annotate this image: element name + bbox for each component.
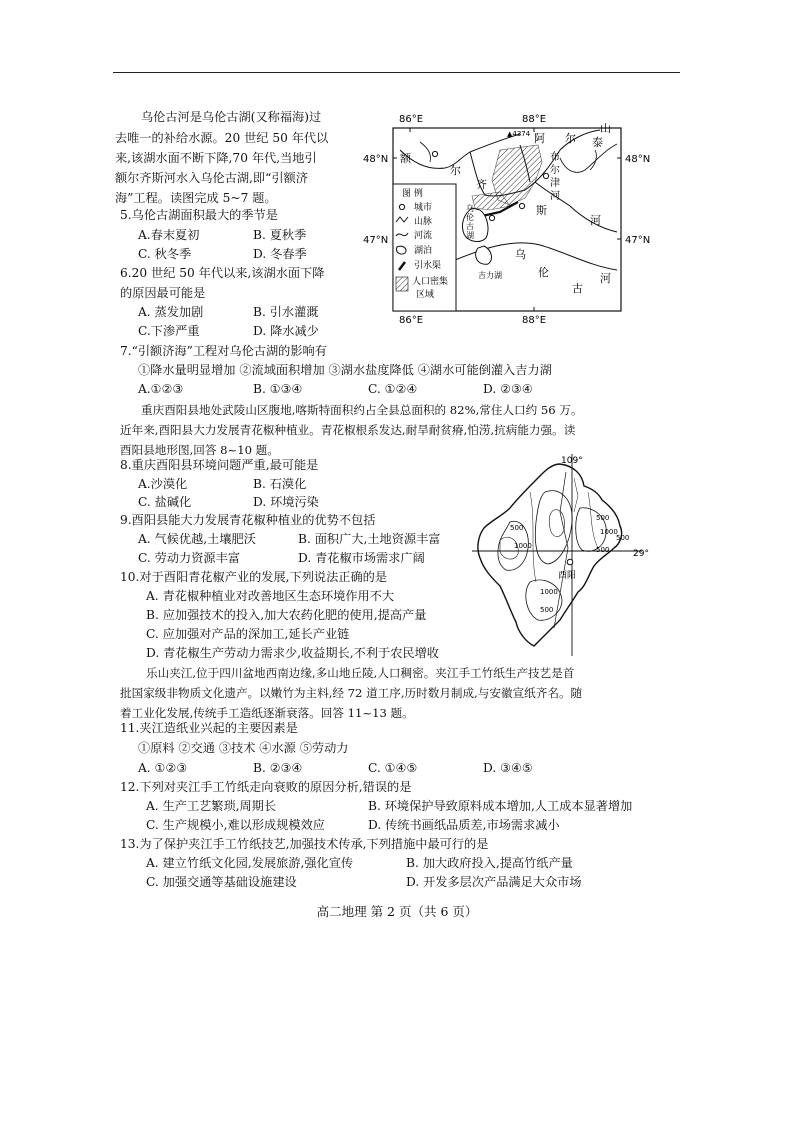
q9-option-d: D. 青花椒市场需求广阔 (298, 551, 425, 565)
lon-label-top-left: 86°E (399, 114, 424, 125)
q9-option-b: B. 面积广大,土地资源丰富 (298, 532, 441, 546)
passage2-line-1: 重庆酉阳县地处武陵山区腹地,喀斯特面积约占全县总面积的 82%,常住人口约 56 万。 (141, 403, 583, 417)
contour-label: 1000 (600, 528, 618, 536)
q8-stem: 8.重庆酉阳县环境问题严重,最可能是 (120, 458, 319, 472)
q8-option-b: B. 石漠化 (253, 477, 307, 491)
q13-option-c: C. 加强交通等基础设施建设 (146, 875, 297, 889)
map-label: 古 (466, 222, 474, 231)
legend-label: 区域 (416, 290, 435, 300)
city-marker (567, 559, 573, 565)
map-label: 津 (550, 178, 560, 189)
q6-option-c: C.下渗严重 (138, 324, 200, 338)
q6-option-d: D. 降水减少 (253, 324, 319, 338)
lat-label-left-top: 48°N (363, 154, 389, 165)
q6-option-a: A. 蒸发加剧 (138, 305, 204, 319)
youyang-topographic-map (470, 452, 660, 658)
map-label: 伦 (538, 266, 549, 279)
meridian-label: 109° (561, 456, 583, 466)
q12-stem: 12.下列对夹江手工竹纸走向衰败的原因分析,错误的是 (120, 780, 412, 794)
legend-label: 河流 (414, 231, 433, 241)
q10-option-c: C. 应加强对产品的深加工,延长产业链 (146, 627, 350, 641)
contour-label: 500 (596, 514, 610, 522)
q10-option-d: D. 青花椒生产劳动力需求少,收益期长,不利于农民增收 (146, 646, 439, 660)
legend-label: 引水渠 (414, 261, 442, 271)
q7-option-d: D. ②③④ (483, 382, 533, 396)
map-label: 古 (572, 282, 583, 295)
map-label: 乌 (515, 248, 526, 261)
q5-option-c: C. 秋冬季 (138, 247, 192, 261)
map-label: 湖 (466, 231, 474, 240)
q11-option-b: B. ②③④ (253, 761, 303, 775)
city-marker (519, 203, 524, 208)
city-marker (432, 151, 437, 156)
lon-label-bottom-right: 88°E (522, 315, 547, 326)
city-marker (489, 215, 494, 220)
legend-label: 人口密集 (412, 277, 449, 287)
passage3-line-2: 批国家级非物质文化遗产。以嫩竹为主料,经 72 道工序,历时数月制成,与安徽宣纸齐名。随 (120, 686, 583, 700)
contour-label: 500 (510, 524, 524, 532)
map-label: 尔 (450, 164, 461, 177)
passage1-line-1: 乌伦古河是乌伦古湖(又称福海)过 (141, 110, 322, 124)
map-label: 河 (550, 191, 560, 202)
q5-stem: 5.乌伦古湖面积最大的季节是 (120, 208, 278, 222)
q8-option-c: C. 盐碱化 (138, 495, 192, 509)
river-tributary (560, 144, 617, 172)
contour-label: 500 (616, 534, 630, 542)
map-label: 吉力湖 (478, 271, 502, 280)
q11-option-c: C. ①④⑤ (368, 761, 418, 775)
map-label: 河 (600, 272, 611, 285)
header-rule (113, 72, 680, 73)
peak-elevation: ▲4374 (507, 130, 531, 138)
q11-statements: ①原料 ②交通 ③技术 ④水源 ⑤劳动力 (138, 741, 349, 755)
q7-stem: 7.“引额济海”工程对乌伦古湖的影响有 (120, 344, 327, 358)
q10-stem: 10.对于酉阳青花椒产业的发展,下列说法正确的是 (120, 570, 388, 584)
contour-label: 1000 (514, 542, 532, 550)
q7-statements: ①降水量明显增加 ②流域面积增加 ③湖水盐度降低 ④湖水可能倒灌入吉力湖 (138, 363, 552, 377)
q10-option-b: B. 应加强技术的投入,加大农药化肥的使用,提高产量 (146, 608, 427, 622)
q13-option-b: B. 加大政府投入,提高竹纸产量 (406, 856, 573, 870)
q12-option-c: C. 生产规模小,难以形成规模效应 (146, 818, 325, 832)
lake-legend-icon (397, 246, 406, 254)
passage1-line-5: 海”工程。读图完成 5~7 题。 (115, 191, 277, 205)
q12-option-a: A. 生产工艺繁琐,周期长 (146, 799, 277, 813)
contour-label: 500 (540, 606, 554, 614)
passage2-line-3: 酉阳县地形图,回答 8~10 题。 (120, 443, 279, 457)
passage3-line-1: 乐山夹江,位于四川盆地西南边缘,多山地丘陵,人口稠密。夹江手工竹纸生产技艺是首 (146, 666, 575, 680)
lon-label-bottom-left: 86°E (399, 315, 424, 326)
q6-option-b: B. 引水灌溉 (253, 305, 319, 319)
q9-option-a: A. 气候优越,土壤肥沃 (138, 532, 256, 546)
lat-label-right-bottom: 47°N (625, 235, 651, 246)
map-label: 斯 (536, 204, 547, 217)
map-label: 阿 (534, 132, 545, 145)
legend-label: 湖泊 (414, 246, 433, 256)
legend-title: 图 例 (402, 189, 423, 199)
ulungur-lake-map (360, 110, 680, 332)
page-footer: 高二地理 第 2 页（共 6 页） (316, 904, 478, 919)
city-legend-icon (399, 204, 404, 209)
passage1-line-2: 去唯一的补给水源。20 世纪 50 年代以 (115, 131, 329, 145)
q13-option-d: D. 开发多层次产品满足大众市场 (406, 875, 582, 889)
passage1-line-3: 来,该湖水面不断下降,70 年代,当地引 (115, 151, 317, 165)
map-label: 布 (550, 152, 560, 163)
q7-option-c: C. ①②④ (368, 382, 418, 396)
map-label: 河 (590, 214, 601, 227)
q9-option-c: C. 劳动力资源丰富 (138, 551, 240, 565)
q13-option-a: A. 建立竹纸文化园,发展旅游,强化宣传 (146, 856, 354, 870)
map-label: 山 (600, 122, 611, 135)
jili-lake (476, 246, 492, 264)
q10-option-a: A. 青花椒种植业对改善地区生态环境作用不大 (146, 589, 395, 603)
q12-option-d: D. 传统书画纸品质差,市场需求减小 (368, 818, 560, 832)
city-label-youyang: 酉阳 (558, 571, 577, 581)
contour-label: 1000 (540, 588, 558, 596)
legend-label: 城市 (414, 203, 433, 213)
q8-option-d: D. 环境污染 (253, 495, 319, 509)
q11-option-a: A. ①②③ (138, 761, 188, 775)
city-marker (543, 173, 548, 178)
contour-label: 500 (596, 546, 610, 554)
q8-option-a: A.沙漠化 (138, 477, 188, 491)
dense-area-legend-icon (396, 277, 408, 291)
q11-option-d: D. ③④⑤ (483, 761, 533, 775)
map-label: 尔 (550, 165, 560, 176)
lat-label-left-bottom: 47°N (363, 235, 389, 246)
map-label: 伦 (466, 213, 474, 222)
q12-option-b: B. 环境保护导致原料成本增加,人工成本显著增加 (368, 799, 633, 813)
lat-label-right-top: 48°N (625, 154, 651, 165)
passage2-line-2: 近年来,酉阳县大力发展青花椒种植业。青花椒根系发达,耐旱耐贫瘠,怕涝,抗病能力强。读 (120, 423, 576, 437)
q11-stem: 11.夹江造纸业兴起的主要因素是 (120, 721, 298, 735)
passage1-line-4: 额尔齐斯河水入乌伦古湖,即“引额济 (115, 171, 308, 185)
river-branch (535, 182, 617, 232)
q6-stem-2: 的原因最可能是 (120, 286, 206, 300)
map-label: 尔 (565, 132, 576, 145)
lon-label-top-right: 88°E (522, 114, 547, 125)
q7-option-b: B. ①③④ (253, 382, 303, 396)
map-label: 额 (400, 152, 411, 165)
passage3-line-3: 着工业化发展,传统手工造纸逐渐衰落。回答 11~13 题。 (120, 706, 414, 720)
map-label: 齐 (476, 178, 487, 191)
q5-option-d: D. 冬春季 (253, 247, 307, 261)
q6-stem-1: 6.20 世纪 50 年代以来,该湖水面下降 (120, 266, 325, 280)
map-label: 泰 (592, 136, 603, 149)
q9-stem: 9.酉阳县能大力发展青花椒种植业的优势不包括 (120, 513, 376, 527)
legend-label: 山脉 (414, 217, 433, 227)
q5-option-a: A.春末夏初 (138, 228, 200, 242)
parallel-label: 29° (633, 549, 649, 559)
q13-stem: 13.为了保护夹江手工竹纸技艺,加强技术传承,下列措施中最可行的是 (120, 837, 489, 851)
map-label: 乌 (466, 204, 474, 213)
q5-option-b: B. 夏秋季 (253, 228, 307, 242)
q7-option-a: A.①②③ (138, 382, 184, 396)
